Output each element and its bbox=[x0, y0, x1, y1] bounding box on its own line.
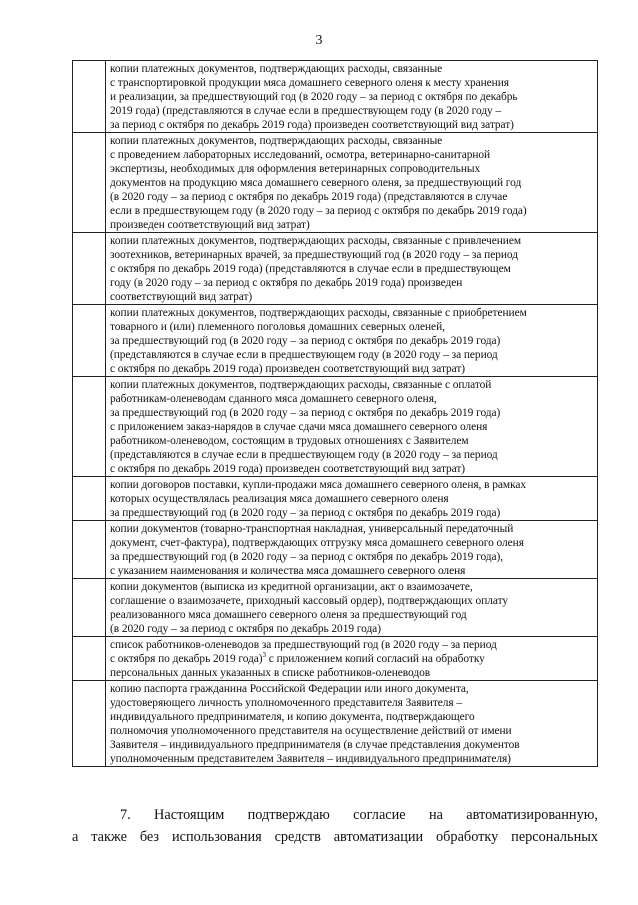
row-text-line: году (в 2020 году – за период с октября по декабрь 2019 года) произведен bbox=[110, 277, 463, 289]
table-row bbox=[73, 681, 598, 767]
table-row bbox=[73, 233, 598, 305]
row-text-line: (в 2020 году – за период с октября по декабрь 2019 года) (представляются в случае bbox=[110, 191, 508, 203]
row-text-line: документ, счет-фактура), подтверждающих отгрузку мяса домашнего северного оленя bbox=[110, 537, 524, 549]
row-text-line: индивидуального предпринимателя, и копию документа, подтверждающего bbox=[110, 711, 475, 723]
row-text-cell bbox=[106, 637, 598, 681]
table-row bbox=[73, 61, 598, 133]
row-text-line: удостоверяющего личность уполномоченного представителя Заявителя – bbox=[110, 697, 463, 709]
row-text-line: реализованного мяса домашнего северного оленя за предшествующий год bbox=[110, 609, 467, 621]
row-text-line: копии платежных документов, подтверждающих расходы, связанные bbox=[110, 63, 443, 75]
row-text-cell bbox=[106, 521, 598, 579]
table-row bbox=[73, 305, 598, 377]
row-number-cell bbox=[73, 681, 106, 767]
row-text-line: с приложением заказ-нарядов в случае сдачи мяса домашнего северного оленя bbox=[110, 421, 488, 433]
row-text-line: уполномоченным представителем Заявителя – индивидуального предпринимателя) bbox=[110, 753, 511, 765]
table-row bbox=[73, 579, 598, 637]
row-text-line: с октября по декабрь 2019 года) произведен соответствующий вид затрат) bbox=[110, 363, 466, 375]
footnote-marker: 3 bbox=[262, 651, 266, 660]
row-text-line: копии платежных документов, подтверждающих расходы, связанные с оплатой bbox=[110, 379, 492, 391]
row-text-line: с октября по декабрь 2019 года) (представляются в случае если в предшествующем bbox=[110, 263, 511, 275]
row-text-line: которых осуществлялась реализация мяса домашнего северного оленя bbox=[110, 493, 449, 505]
row-text-line: персональных данных указанных в списке работников-оленеводов bbox=[110, 667, 431, 679]
row-text-line: (в 2020 году – за период с октября по декабрь 2019 года) bbox=[110, 623, 381, 635]
row-text-line: за период с октября по декабрь 2019 года) произведен соответствующий вид затрат) bbox=[110, 119, 514, 131]
documents-table-body bbox=[73, 61, 598, 767]
row-number-cell bbox=[73, 637, 106, 681]
row-text-line: копии платежных документов, подтверждающих расходы, связанные с привлечением bbox=[110, 235, 521, 247]
row-text-line: за предшествующий год (в 2020 году – за период с октября по декабрь 2019 года) bbox=[110, 407, 501, 419]
row-text-line: соответствующий вид затрат) bbox=[110, 291, 253, 303]
row-text-cell bbox=[106, 233, 598, 305]
row-number-cell bbox=[73, 233, 106, 305]
row-text-segment: с октября по декабрь 2019 года) bbox=[110, 653, 263, 665]
row-text-cell bbox=[106, 133, 598, 233]
row-text-line: экспертизы, необходимых для оформления ветеринарных сопроводительных bbox=[110, 163, 481, 175]
consent-paragraph bbox=[72, 804, 598, 848]
row-text-line: копии договоров поставки, купли-продажи мяса домашнего северного оленя, в рамках bbox=[110, 479, 527, 491]
row-text-line: копию паспорта гражданина Российской Федерации или иного документа, bbox=[110, 683, 469, 695]
row-text-line: работникам-оленеводам сданного мяса домашнего северного оленя, bbox=[110, 393, 437, 405]
row-text-line: документов на продукцию мяса домашнего северного оленя, за предшествующий год bbox=[110, 177, 522, 189]
row-text-line: если в предшествующем году (в 2020 году – за период с октября по декабрь 2019 года) bbox=[110, 205, 527, 217]
row-text-line: зоотехников, ветеринарных врачей, за предшествующий год (в 2020 году – за период bbox=[110, 249, 518, 261]
table-row bbox=[73, 637, 598, 681]
row-text-line: копии документов (выписка из кредитной организации, акт о взаимозачете, bbox=[110, 581, 473, 593]
table-row bbox=[73, 521, 598, 579]
row-number-cell bbox=[73, 521, 106, 579]
row-text-line-with-footnote bbox=[110, 652, 594, 666]
row-text-cell bbox=[106, 61, 598, 133]
table-row bbox=[73, 133, 598, 233]
row-text-line: (представляются в случае если в предшествующем году (в 2020 году – за период bbox=[110, 349, 498, 361]
row-text-cell bbox=[106, 477, 598, 521]
table-row bbox=[73, 477, 598, 521]
row-text-line: копии документов (товарно-транспортная накладная, универсальный передаточный bbox=[110, 523, 514, 535]
row-text-cell bbox=[106, 305, 598, 377]
row-number-cell bbox=[73, 477, 106, 521]
paragraph-line: а также без использования средств автоматизации обработку персональных bbox=[72, 829, 598, 845]
row-text-line: копии платежных документов, подтверждающих расходы, связанные с приобретением bbox=[110, 307, 527, 319]
row-text-line: список работников-оленеводов за предшествующий год (в 2020 году – за период bbox=[110, 639, 497, 651]
page-number: 3 bbox=[315, 33, 323, 48]
row-text-cell bbox=[106, 681, 598, 767]
row-text-line: с проведением лабораторных исследований, осмотра, ветеринарно-санитарной bbox=[110, 149, 491, 161]
row-text-line: товарного и (или) племенного поголовья домашних северных оленей, bbox=[110, 321, 445, 333]
row-text-line: с указанием наименования и количества мяса домашнего северного оленя bbox=[110, 565, 466, 577]
row-text-line: Заявителя – индивидуального предпринимателя (в случае представления документов bbox=[110, 739, 520, 751]
row-text-line: полномочия уполномоченного представителя на осуществление действий от имени bbox=[110, 725, 512, 737]
row-text-line: с октября по декабрь 2019 года) произведен соответствующий вид затрат) bbox=[110, 463, 466, 475]
row-number-cell bbox=[73, 579, 106, 637]
row-text-line: и реализации, за предшествующий год (в 2020 году – за период с октября по декабрь bbox=[110, 91, 518, 103]
row-text-line: за предшествующий год (в 2020 году – за период с октября по декабрь 2019 года), bbox=[110, 551, 504, 563]
row-text-line: произведен соответствующий вид затрат) bbox=[110, 219, 310, 231]
row-text-line: копии платежных документов, подтверждающих расходы, связанные bbox=[110, 135, 443, 147]
paragraph-line: 7. Настоящим подтверждаю согласие на автоматизированную, bbox=[120, 807, 598, 823]
row-text-line: (представляются в случае если в предшествующем году (в 2020 году – за период bbox=[110, 449, 498, 461]
row-text-line: соглашение о взаимозачете, приходный кассовый ордер), подтверждающих оплату bbox=[110, 595, 509, 607]
row-number-cell bbox=[73, 61, 106, 133]
table-row bbox=[73, 377, 598, 477]
row-text-line: работником-оленеводом, состоящим в трудовых отношениях с Заявителем bbox=[110, 435, 469, 447]
row-number-cell bbox=[73, 377, 106, 477]
row-text-line: за предшествующий год (в 2020 году – за период с октября по декабрь 2019 года) bbox=[110, 335, 501, 347]
documents-table bbox=[72, 60, 598, 767]
row-number-cell bbox=[73, 133, 106, 233]
row-text-cell bbox=[106, 579, 598, 637]
row-number-cell bbox=[73, 305, 106, 377]
row-text-cell bbox=[106, 377, 598, 477]
row-text-segment: с приложением копий согласий на обработку bbox=[266, 653, 485, 665]
row-text-line: с транспортировкой продукции мяса домашнего северного оленя к месту хранения bbox=[110, 77, 509, 89]
row-text-line: за предшествующий год (в 2020 году – за период с октября по декабрь 2019 года) bbox=[110, 507, 501, 519]
row-text-line: 2019 года) (представляются в случае если в предшествующем году (в 2020 году – bbox=[110, 105, 502, 117]
